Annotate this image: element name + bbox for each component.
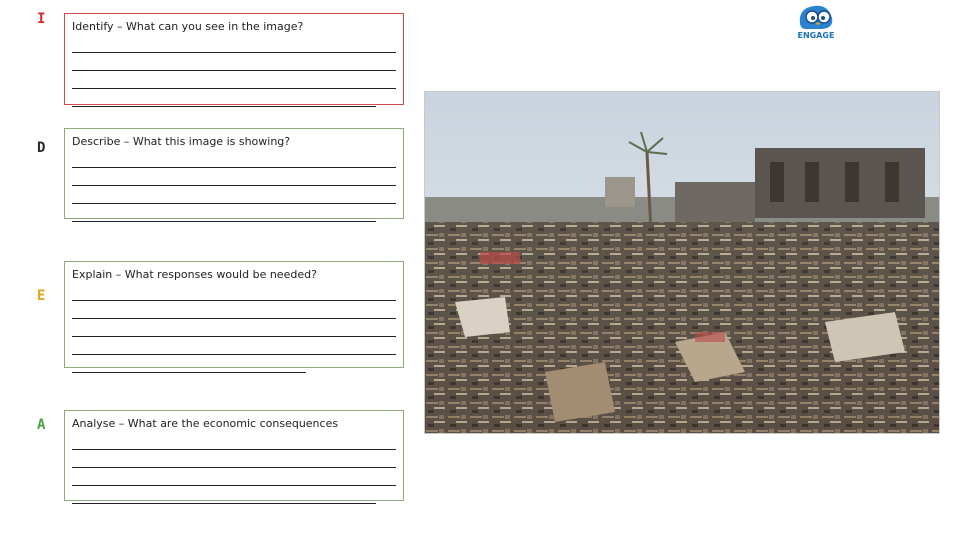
analyse-box xyxy=(64,410,404,501)
answer-line[interactable] xyxy=(72,71,396,89)
answer-line[interactable] xyxy=(72,355,306,373)
answer-line[interactable] xyxy=(72,450,396,468)
letter-e: E xyxy=(37,288,46,304)
letter-a: A xyxy=(37,417,46,433)
answer-line[interactable] xyxy=(72,204,376,222)
explain-prompt: Explain – What responses would be needed? xyxy=(72,268,317,281)
describe-box xyxy=(64,128,404,219)
answer-line[interactable] xyxy=(72,53,396,71)
answer-line[interactable] xyxy=(72,283,396,301)
letter-i: I xyxy=(37,11,46,27)
analyse-prompt: Analyse – What are the economic consequences xyxy=(72,417,339,430)
answer-line[interactable] xyxy=(72,337,396,355)
answer-line[interactable] xyxy=(72,301,396,319)
explain-box xyxy=(64,261,404,368)
disaster-debris-photo xyxy=(424,91,940,434)
logo-text: ENGAGE xyxy=(797,31,835,40)
answer-line[interactable] xyxy=(72,35,396,53)
answer-line[interactable] xyxy=(72,168,396,186)
engage-logo xyxy=(792,2,840,44)
owl-mascot-icon xyxy=(792,2,840,32)
answer-line[interactable] xyxy=(72,432,396,450)
letter-d: D xyxy=(37,140,46,156)
describe-prompt: Describe – What this image is showing? xyxy=(72,135,291,148)
answer-line[interactable] xyxy=(72,319,396,337)
answer-line[interactable] xyxy=(72,486,376,504)
answer-line[interactable] xyxy=(72,468,396,486)
identify-box xyxy=(64,13,404,105)
answer-line[interactable] xyxy=(72,89,376,107)
answer-line[interactable] xyxy=(72,186,396,204)
answer-line[interactable] xyxy=(72,150,396,168)
identify-prompt: Identify – What can you see in the image? xyxy=(72,20,304,33)
